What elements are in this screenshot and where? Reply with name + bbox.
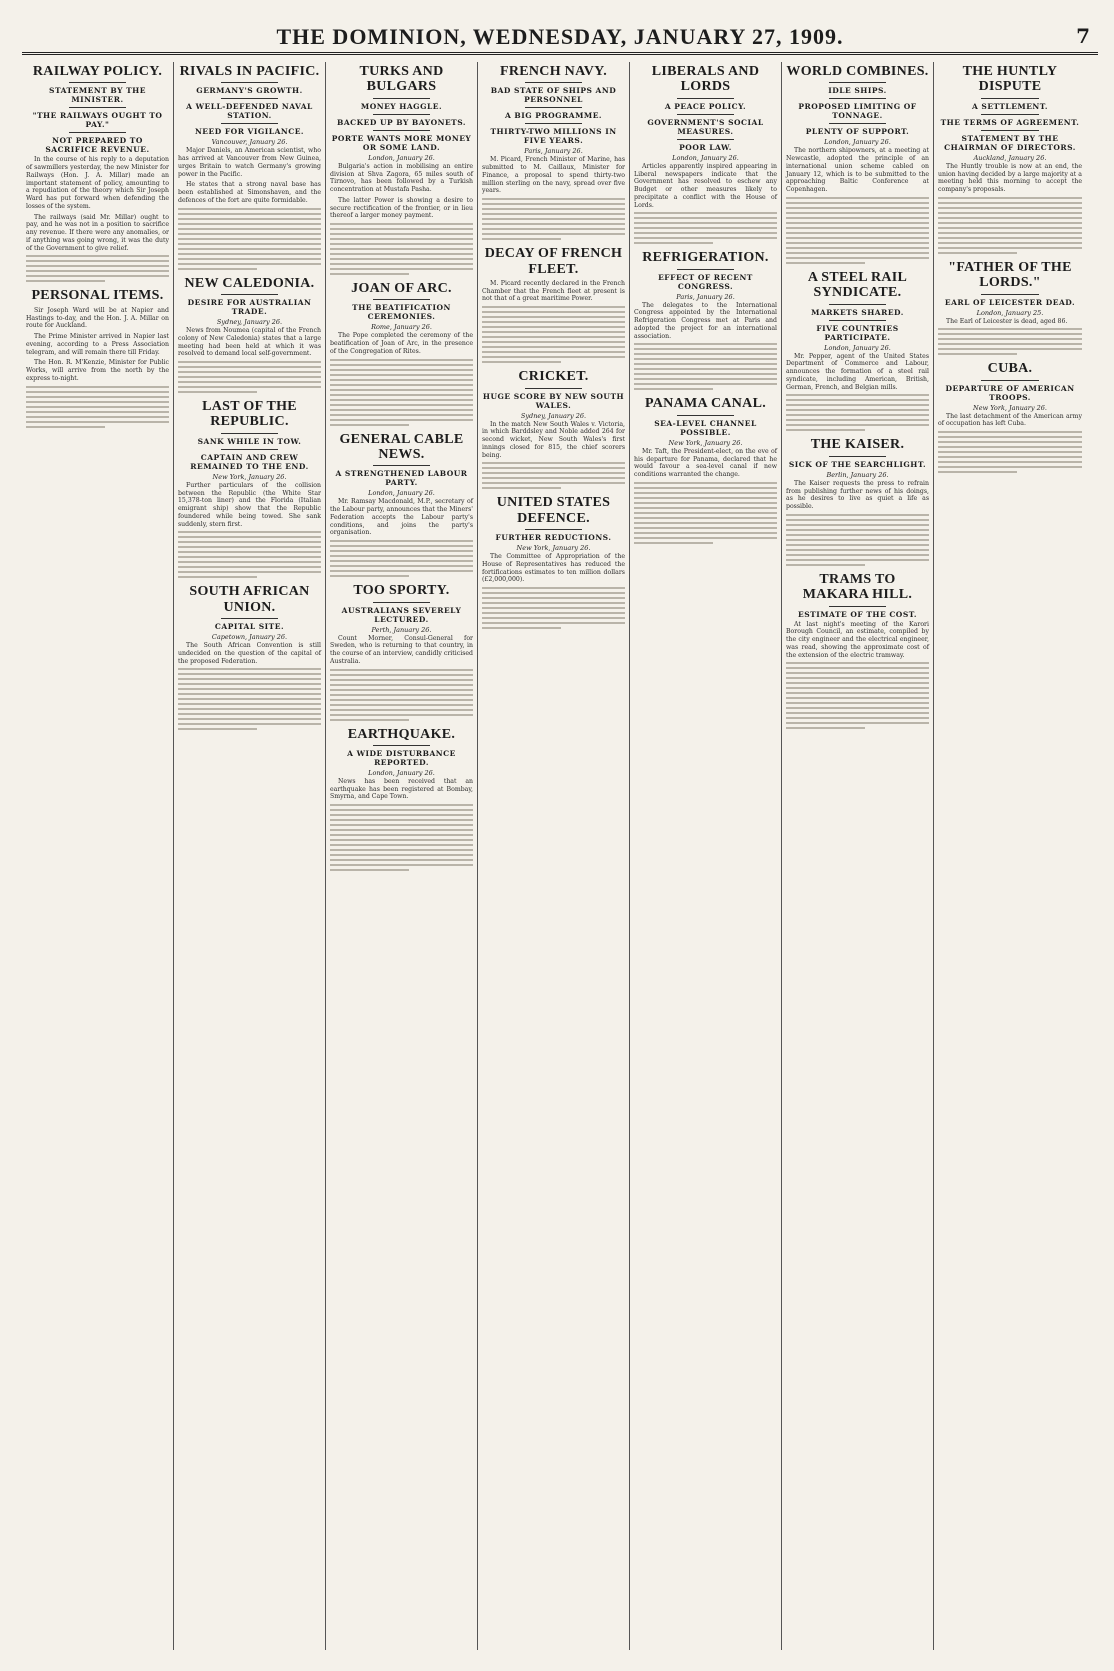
article xyxy=(786,270,929,432)
article-paragraph: News has been received that an earthquake has been registered at Bombay, Smyrna, and Cape Town. xyxy=(330,777,473,801)
article-headline: RIVALS IN PACIFIC. xyxy=(179,64,320,79)
article-headline: JOAN OF ARC. xyxy=(351,281,452,297)
article xyxy=(482,246,625,363)
article-headline: SOUTH AFRICAN UNION. xyxy=(189,584,310,615)
article-paragraph: Major Daniels, an American scientist, who has arrived at Vancouver from New Guinea, urges Britain to watch Germany's growing power in the Pacific. xyxy=(178,147,321,178)
article-subhead: SANK WHILE IN TOW. xyxy=(197,436,302,446)
article-headline: PERSONAL ITEMS. xyxy=(31,288,164,304)
article xyxy=(786,64,929,264)
article-headline: A STEEL RAIL SYNDICATE. xyxy=(807,269,908,301)
article xyxy=(330,432,473,578)
page-number: 7 xyxy=(1076,24,1090,48)
article-subhead: POOR LAW. xyxy=(679,142,732,152)
text-texture xyxy=(482,587,625,629)
article xyxy=(938,64,1082,254)
article xyxy=(634,64,777,244)
article-headline: REFRIGERATION. xyxy=(642,250,769,266)
article-paragraph: The northern shipowners, at a meeting at Newcastle, adopted the principle of an international union scheme cabled on January 12, which is to be submitted to the approaching Baltic Conference at Copenhagen. xyxy=(786,147,929,194)
divider xyxy=(373,465,430,466)
text-texture xyxy=(482,306,625,363)
article-headline: DECAY OF FRENCH FLEET. xyxy=(484,246,623,277)
article-paragraph: M. Picard, French Minister of Marine, has submitted to M. Caillaux, Minister for Finance, a proposal to spend thirty-two million sterling on the navy, spread over five years. xyxy=(482,156,625,195)
divider xyxy=(373,299,430,300)
article-paragraph: Mr. Ramsay Macdonald, M.P., secretary of the Labour party, announces that the Miners' Federation accepts the Labour party's conditions, and joins the party's organisation. xyxy=(330,498,473,537)
text-texture xyxy=(330,223,473,275)
divider xyxy=(221,618,278,619)
article xyxy=(938,361,1082,473)
article-dateline: London, January 25. xyxy=(976,308,1044,317)
divider xyxy=(373,130,430,131)
masthead xyxy=(22,22,1098,55)
divider xyxy=(677,139,734,140)
article-subhead: FURTHER REDUCTIONS. xyxy=(495,533,612,543)
article-subhead: GERMANY'S GROWTH. xyxy=(196,86,303,96)
article-paragraph: The South African Convention is still undecided on the question of the capital of the proposed Federation. xyxy=(178,642,321,665)
article-dateline: New York, January 26. xyxy=(668,438,743,447)
article-headline: LIBERALS AND LORDS xyxy=(651,64,760,95)
text-texture xyxy=(634,212,777,244)
divider xyxy=(829,82,886,83)
article-dateline: Capetown, January 26. xyxy=(211,633,288,642)
article-paragraph: The Huntly trouble is now at an end, the union having decided by a large majority at a meeting held this morning to accept the company's proposals. xyxy=(938,162,1082,194)
divider xyxy=(221,449,278,450)
article-subhead: CAPTAIN AND CREW REMAINED TO THE END. xyxy=(190,452,309,471)
article-subhead: THIRTY-TWO MILLIONS IN FIVE YEARS. xyxy=(490,127,617,146)
article-paragraph: Mr. Pepper, agent of the United States Department of Commerce and Labour, announces the formation of a steel rail syndicate, including American, British, German, French, and Belgian mills. xyxy=(786,352,929,391)
article-headline: LAST OF THE REPUBLIC. xyxy=(202,399,297,430)
article-subhead: MARKETS SHARED. xyxy=(811,307,904,317)
article-dateline: New York, January 26. xyxy=(973,403,1047,412)
article xyxy=(26,288,169,427)
article-paragraph: Bulgaria's action in mobilising an entire division at Shva Zagora, 65 miles south of Tirnovo, has been followed by a Turkish concentration at Mustafa Pasha. xyxy=(330,162,473,194)
article-headline: GENERAL CABLE NEWS. xyxy=(339,431,464,463)
text-texture xyxy=(178,361,321,393)
article-subhead: NOT PREPARED TO SACRIFICE REVENUE. xyxy=(45,136,150,155)
article-dateline: London, January 26. xyxy=(368,768,435,777)
article-subhead: A BIG PROGRAMME. xyxy=(504,111,603,121)
article-subhead: CAPITAL SITE. xyxy=(214,622,285,632)
article-paragraph: News from Noumea (capital of the French colony of New Caledonia) states that a large meeting had been held at which it was resolved to demand local self-government. xyxy=(178,327,321,358)
text-texture xyxy=(786,514,929,566)
article-subhead: THE BEATIFICATION CEREMONIES. xyxy=(352,303,451,322)
divider xyxy=(829,320,886,321)
article-paragraph: The railways (said Mr. Millar) ought to pay, and he was not in a position to sacrifice any revenue. If there were any anomalies, or if anything was going wrong, it was the duty of the Government to give relief. xyxy=(26,213,169,252)
article-paragraph: The delegates to the International Congress appointed by the International Refrigeration Congress met at Paris and adopted the project for an international association. xyxy=(634,301,777,340)
divider xyxy=(981,130,1039,131)
divider xyxy=(221,433,278,434)
article-headline: RAILWAY POLICY. xyxy=(32,64,163,79)
divider xyxy=(373,114,430,115)
article xyxy=(330,281,473,426)
article-subhead: STATEMENT BY THE CHAIRMAN OF DIRECTORS. xyxy=(944,133,1076,152)
divider xyxy=(981,294,1039,295)
divider xyxy=(829,123,886,124)
article-paragraph: The Earl of Leicester is dead, aged 86. xyxy=(946,317,1068,325)
article xyxy=(330,583,473,720)
article xyxy=(634,250,777,390)
divider xyxy=(525,529,582,530)
article-headline: TRAMS TO MAKARA HILL. xyxy=(802,571,913,603)
article-paragraph: At last night's meeting of the Karori Borough Council, an estimate, compiled by the city engineer and the electrical engineer, was read, showing the approximate cost of the extension of the electric tramway. xyxy=(786,620,929,659)
divider xyxy=(221,294,278,295)
text-texture xyxy=(330,669,473,721)
text-texture xyxy=(938,197,1082,254)
divider xyxy=(525,388,582,389)
divider xyxy=(525,123,582,124)
article-subhead: DESIRE FOR AUSTRALIAN TRADE. xyxy=(187,298,312,317)
column-3 xyxy=(326,62,478,1650)
article-dateline: Vancouver, January 26. xyxy=(211,138,288,147)
article-dateline: Paris, January 26. xyxy=(524,147,583,156)
divider xyxy=(677,114,734,115)
article-subhead: HUGE SCORE BY NEW SOUTH WALES. xyxy=(482,391,625,410)
column-6 xyxy=(782,62,934,1650)
divider xyxy=(221,123,278,124)
article-dateline: Rome, January 26. xyxy=(371,323,432,332)
divider xyxy=(981,380,1039,381)
article-subhead: BAD STATE OF SHIPS AND PERSONNEL xyxy=(490,86,617,105)
text-texture xyxy=(330,804,473,871)
article-subhead: STATEMENT BY THE MINISTER. xyxy=(49,86,146,105)
article xyxy=(786,572,929,730)
article xyxy=(178,276,321,393)
article xyxy=(178,399,321,578)
article-dateline: New York, January 26. xyxy=(212,472,287,481)
divider xyxy=(373,745,430,746)
article xyxy=(786,437,929,565)
text-texture xyxy=(178,668,321,730)
divider xyxy=(829,304,886,305)
divider xyxy=(677,269,734,270)
article-subhead: A STRENGTHENED LABOUR PARTY. xyxy=(335,469,468,488)
article xyxy=(330,64,473,275)
article-headline: CRICKET. xyxy=(518,369,589,385)
divider xyxy=(829,98,886,99)
article-dateline: London, January 26. xyxy=(824,343,891,352)
article-subhead: AUSTRALIANS SEVERELY LECTURED. xyxy=(341,605,462,624)
article-paragraph: He states that a strong naval base has been established at Simonshaven, and the defences of the fort are quite formidable. xyxy=(178,181,321,204)
article xyxy=(634,396,777,543)
article-headline: "FATHER OF THE LORDS." xyxy=(948,259,1072,291)
text-texture xyxy=(330,359,473,426)
divider xyxy=(221,98,278,99)
divider xyxy=(221,82,278,83)
text-texture xyxy=(634,482,777,544)
text-texture xyxy=(330,540,473,577)
divider xyxy=(525,107,582,108)
article-headline: THE KAISER. xyxy=(810,437,905,453)
text-texture xyxy=(938,328,1082,355)
article xyxy=(26,64,169,282)
divider xyxy=(829,606,886,607)
text-texture xyxy=(482,198,625,240)
divider xyxy=(373,602,430,603)
article xyxy=(482,495,625,629)
text-texture xyxy=(938,431,1082,473)
column-1 xyxy=(22,62,174,1650)
article-subhead: BACKED UP BY BAYONETS. xyxy=(336,117,467,127)
column-2 xyxy=(174,62,326,1650)
text-texture xyxy=(786,394,929,431)
article-paragraph: In the match New South Wales v. Victoria, in which Barddsley and Noble added 264 for second wicket, New South Wales's first innings closed for 815, the chief scorers being. xyxy=(482,420,625,459)
article-subhead: NEED FOR VIGILANCE. xyxy=(194,127,305,137)
article-subhead: MONEY HAGGLE. xyxy=(360,101,443,111)
article-headline: FRENCH NAVY. xyxy=(499,64,608,79)
article-subhead: IDLE SHIPS. xyxy=(828,86,887,96)
article-headline: THE HUNTLY DISPUTE xyxy=(962,64,1058,95)
text-texture xyxy=(786,197,929,264)
article-dateline: London, January 26. xyxy=(824,138,891,147)
article-subhead: DEPARTURE OF AMERICAN TROOPS. xyxy=(945,383,1075,402)
article-subhead: GOVERNMENT'S SOCIAL MEASURES. xyxy=(647,117,764,136)
column-5 xyxy=(630,62,782,1650)
article-dateline: Sydney, January 26. xyxy=(520,411,587,420)
article xyxy=(330,727,473,872)
divider xyxy=(69,107,126,108)
article xyxy=(482,64,625,240)
text-texture xyxy=(482,462,625,489)
article xyxy=(938,260,1082,356)
divider xyxy=(829,456,886,457)
article-dateline: Auckland, January 26. xyxy=(973,153,1047,162)
article-dateline: London, January 26. xyxy=(368,153,435,162)
divider xyxy=(69,82,126,83)
article-headline: TOO SPORTY. xyxy=(353,583,450,599)
article-subhead: A WIDE DISTURBANCE REPORTED. xyxy=(347,748,456,767)
article-paragraph: The Pope completed the ceremony of the beatification of Joan of Arc, in the presence of the Congregation of Rites. xyxy=(330,332,473,355)
article-headline: NEW CALEDONIA. xyxy=(184,275,315,291)
article-subhead: SICK OF THE SEARCHLIGHT. xyxy=(788,459,927,469)
text-texture xyxy=(786,662,929,729)
article-dateline: Sydney, January 26. xyxy=(216,318,283,327)
article-paragraph: The latter Power is showing a desire to secure rectification of the frontier, or in lieu thereof a larger money payment. xyxy=(330,196,473,220)
article-dateline: London, January 26. xyxy=(368,489,435,498)
masthead-title: THE DOMINION, WEDNESDAY, JANUARY 27, 1909. xyxy=(276,24,844,49)
article-dateline: Berlin, January 26. xyxy=(826,470,889,479)
article-subhead: A PEACE POLICY. xyxy=(664,101,747,111)
article-subhead: PLENTY OF SUPPORT. xyxy=(805,127,910,137)
article-paragraph: Sir Joseph Ward will be at Napier and Hastings to-day, and the Hon. J. A. Millar on route for Auckland. xyxy=(26,306,169,330)
text-texture xyxy=(26,255,169,282)
article xyxy=(178,64,321,270)
article-paragraph: The Hon. R. M'Kenzie, Minister for Public Works, will arrive from the north by the express to-night. xyxy=(26,359,169,382)
article-subhead: "THE RAILWAYS OUGHT TO PAY." xyxy=(32,111,163,130)
article-subhead: SEA-LEVEL CHANNEL POSSIBLE. xyxy=(654,418,757,437)
article-headline: PANAMA CANAL. xyxy=(644,396,767,412)
divider xyxy=(677,98,734,99)
article-subhead: ESTIMATE OF THE COST. xyxy=(798,609,917,619)
article-paragraph: Count Morner, Consul-General for Sweden, who is returning to that country, in the course of an interview, candidly criticised Australia. xyxy=(330,634,473,665)
text-texture xyxy=(634,343,777,390)
text-texture xyxy=(178,531,321,578)
article-paragraph: Articles apparently inspired appearing in Liberal newspapers indicate that the Government has resolved to eschew any Budget or other measures likely to precipitate a conflict with the House of Lords. xyxy=(634,162,777,209)
column-7 xyxy=(934,62,1086,1650)
article-paragraph: The Prime Minister arrived in Napier last evening, according to a Press Association telegram, and will remain there till Friday. xyxy=(26,333,169,356)
article-subhead: FIVE COUNTRIES PARTICIPATE. xyxy=(816,323,899,342)
article-paragraph: The Kaiser requests the press to refrain from publishing further news of his doings, as he desires to live as quiet a life as possible. xyxy=(786,479,929,511)
article xyxy=(482,369,625,489)
article-paragraph: In the course of his reply to a deputation of sawmillers yesterday, the new Minister for Railways (Hon. J. A. Millar) made an important statement of policy, amounting to a repudiation of the theory which Sir Joseph Ward has put forward when defending the losses of the system. xyxy=(26,156,169,210)
text-texture xyxy=(178,208,321,270)
article-dateline: Paris, January 26. xyxy=(676,292,735,301)
columns xyxy=(22,62,1098,1650)
article-headline: TURKS AND BULGARS xyxy=(359,64,444,95)
article-subhead: PORTE WANTS MORE MONEY OR SOME LAND. xyxy=(331,133,472,152)
article-subhead: EFFECT OF RECENT CONGRESS. xyxy=(658,272,753,291)
article-subhead: A SETTLEMENT. xyxy=(971,101,1049,111)
article-subhead: EARL OF LEICESTER DEAD. xyxy=(944,297,1076,307)
article xyxy=(178,584,321,730)
article-dateline: Perth, January 26. xyxy=(371,625,432,634)
article-subhead: PROPOSED LIMITING OF TONNAGE. xyxy=(798,102,917,121)
article-subhead: THE TERMS OF AGREEMENT. xyxy=(940,117,1080,127)
column-4 xyxy=(478,62,630,1650)
divider xyxy=(981,98,1039,99)
article-headline: WORLD COMBINES. xyxy=(786,64,929,79)
article-paragraph: M. Picard recently declared in the French Chamber that the French fleet at present is not that of a great maritime Power. xyxy=(482,279,625,303)
article-headline: CUBA. xyxy=(987,361,1033,377)
article-headline: UNITED STATES DEFENCE. xyxy=(496,495,611,526)
article-paragraph: Further particulars of the collision between the Republic (the White Star 15,378-ton liner) and the Florida (Italian emigrant ship) show that the Republic foundered while being towed. She sank suddenly, stern first. xyxy=(178,481,321,528)
article-paragraph: The last detachment of the American army of occupation has left Cuba. xyxy=(938,412,1082,428)
text-texture xyxy=(26,386,169,428)
divider xyxy=(69,132,126,133)
article-subhead: A WELL-DEFENDED NAVAL STATION. xyxy=(186,102,313,121)
article-dateline: New York, January 26. xyxy=(516,544,591,553)
article-dateline: London, January 26. xyxy=(672,153,739,162)
divider xyxy=(373,98,430,99)
divider xyxy=(525,82,582,83)
article-paragraph: Mr. Taft, the President-elect, on the eve of his departure for Panama, declared that he would favour a sea-level canal if new conditions warranted the change. xyxy=(634,447,777,479)
article-paragraph: The Committee of Appropriation of the House of Representatives has reduced the fortifications estimates to ten million dollars (£2,000,000). xyxy=(482,553,625,584)
divider xyxy=(981,114,1039,115)
divider xyxy=(677,415,734,416)
article-headline: EARTHQUAKE. xyxy=(347,726,456,742)
